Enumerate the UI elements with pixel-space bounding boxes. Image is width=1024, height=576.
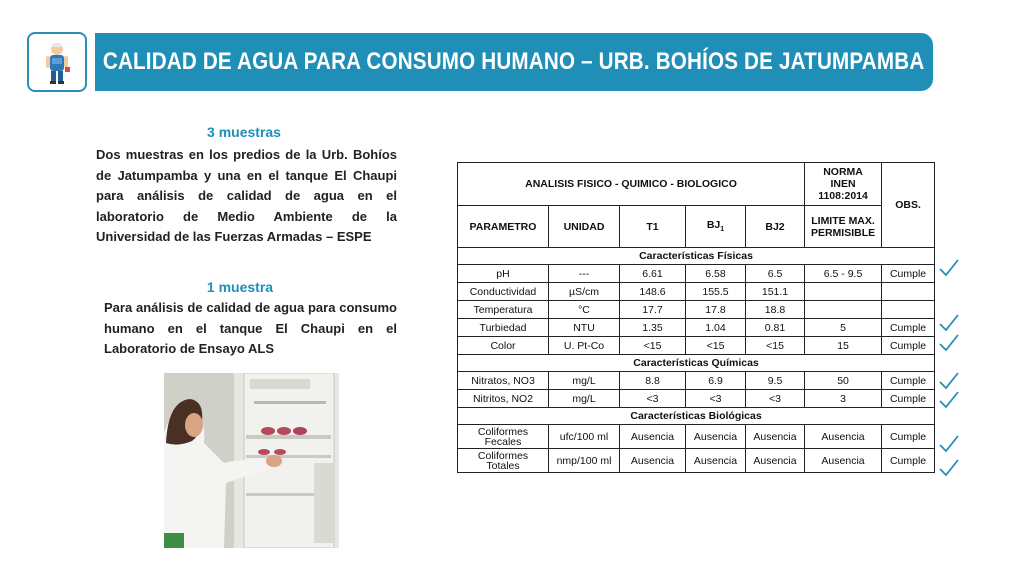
cell-bj2: 0.81 [746, 319, 805, 337]
cell-obs: Cumple [882, 319, 935, 337]
cell-unit: mg/L [549, 390, 620, 408]
paragraph-3-muestras: Dos muestras en los predios de la Urb. Bohíos de Jatumpamba y una en el tanque El Chaupi para análisis de calidad de agua en el laboratorio de Medio Ambiente de la Universidad de las Fuerzas Armadas – ESPE [96, 147, 397, 245]
norma-header [805, 163, 882, 206]
cell-param [458, 425, 549, 449]
cell-t1: 148.6 [620, 283, 686, 301]
cell-bj2: Ausencia [746, 449, 805, 473]
col-bj2: BJ2 [746, 206, 805, 248]
cell-unit: °C [549, 301, 620, 319]
cell-param-line-2: Totales [486, 459, 520, 472]
table-row [458, 337, 935, 355]
category-biologicas: Características Biológicas [458, 408, 935, 425]
table-row [458, 283, 935, 301]
cell-unit: mg/L [549, 372, 620, 390]
cell-t1: Ausencia [620, 425, 686, 449]
heading-1-muestra: 1 muestra [206, 279, 274, 295]
cell-bj1: 17.8 [686, 301, 746, 319]
cell-obs: Cumple [882, 425, 935, 449]
table-row [458, 319, 935, 337]
cell-unit: ufc/100 ml [549, 425, 620, 449]
cell-param: Conductividad [458, 283, 549, 301]
col-limite [805, 206, 882, 248]
cell-bj1: 1.04 [686, 319, 746, 337]
checkmark-icon [938, 258, 960, 278]
table-row [458, 372, 935, 390]
cell-param: Color [458, 337, 549, 355]
table-row [458, 301, 935, 319]
analysis-table [457, 162, 935, 473]
cell-param: Turbiedad [458, 319, 549, 337]
cell-bj2: 151.1 [746, 283, 805, 301]
cell-obs: Cumple [882, 449, 935, 473]
checkmark-icon [938, 333, 960, 353]
cell-obs: Cumple [882, 265, 935, 283]
norma-line-2: INEN [830, 178, 856, 190]
obs-header: OBS. [882, 163, 935, 248]
table-row [458, 449, 935, 473]
cell-limit: Ausencia [805, 425, 882, 449]
cell-t1: <15 [620, 337, 686, 355]
cell-bj1: <15 [686, 337, 746, 355]
norma-line-1: NORMA [823, 166, 863, 178]
cell-bj2: Ausencia [746, 425, 805, 449]
cell-bj1: Ausencia [686, 425, 746, 449]
cell-unit: NTU [549, 319, 620, 337]
lab-photo [164, 373, 339, 548]
checkmark-icon [938, 390, 960, 410]
cell-t1: 6.61 [620, 265, 686, 283]
cell-unit: U. Pt-Co [549, 337, 620, 355]
cell-obs: Cumple [882, 390, 935, 408]
table-row [458, 425, 935, 449]
cell-param: Nitritos, NO2 [458, 390, 549, 408]
cell-unit: --- [549, 265, 620, 283]
col-t1: T1 [620, 206, 686, 248]
logo-box [27, 32, 87, 92]
cell-obs [882, 283, 935, 301]
cell-param-line-2: Fecales [484, 435, 522, 448]
cell-limit: 50 [805, 372, 882, 390]
cell-bj2: <15 [746, 337, 805, 355]
worker-mascot-icon [29, 34, 85, 90]
title-bar [95, 33, 933, 91]
page-title: CALIDAD DE AGUA PARA CONSUMO HUMANO – URB. BOHÍOS DE JATUMPAMBA [103, 48, 925, 75]
analysis-table-container [457, 162, 934, 473]
checkmark-icon [938, 434, 960, 454]
cell-t1: 1.35 [620, 319, 686, 337]
cell-bj2: 18.8 [746, 301, 805, 319]
cell-limit [805, 301, 882, 319]
cell-t1: Ausencia [620, 449, 686, 473]
category-quimicas: Características Químicas [458, 355, 935, 372]
cell-unit: µS/cm [549, 283, 620, 301]
norma-line-3: 1108:2014 [818, 190, 868, 202]
cell-limit: Ausencia [805, 449, 882, 473]
cell-limit: 6.5 - 9.5 [805, 265, 882, 283]
cell-bj1: 155.5 [686, 283, 746, 301]
table-row [458, 265, 935, 283]
col-limite-line-1: LIMITE MAX. [811, 214, 875, 227]
cell-param-line-1: Coliformes [477, 449, 529, 462]
cell-param: Temperatura [458, 301, 549, 319]
cell-bj1: 6.58 [686, 265, 746, 283]
cell-param [458, 449, 549, 473]
cell-unit: nmp/100 ml [549, 449, 620, 473]
cell-limit: 5 [805, 319, 882, 337]
cell-bj2: 6.5 [746, 265, 805, 283]
paragraph-1-muestra: Para análisis de calidad de agua para consumo humano en el tanque El Chaupi en el Laboratorio de Ensayo ALS [104, 300, 397, 357]
table-row [458, 390, 935, 408]
cell-limit: 3 [805, 390, 882, 408]
col-bj1-sub: 1 [720, 226, 725, 234]
cell-obs [882, 301, 935, 319]
cell-param: Nitratos, NO3 [458, 372, 549, 390]
cell-bj1: Ausencia [686, 449, 746, 473]
col-bj1-base: BJ [706, 219, 721, 232]
cell-limit [805, 283, 882, 301]
cell-bj1: 6.9 [686, 372, 746, 390]
cell-t1: <3 [620, 390, 686, 408]
cell-limit: 15 [805, 337, 882, 355]
col-unidad: UNIDAD [549, 206, 620, 248]
cell-t1: 17.7 [620, 301, 686, 319]
cell-param: pH [458, 265, 549, 283]
col-parametro: PARAMETRO [458, 206, 549, 248]
cell-bj2: <3 [746, 390, 805, 408]
cell-obs: Cumple [882, 337, 935, 355]
cell-bj2: 9.5 [746, 372, 805, 390]
cell-obs: Cumple [882, 372, 935, 390]
col-bj1 [686, 206, 746, 248]
table-title: ANALISIS FISICO - QUIMICO - BIOLOGICO [458, 163, 805, 206]
cell-t1: 8.8 [620, 372, 686, 390]
cell-param-line-1: Coliformes [477, 425, 529, 438]
category-fisicas: Características Físicas [458, 248, 935, 265]
checkmark-icon [938, 458, 960, 478]
checkmark-icon [938, 313, 960, 333]
checkmark-icon [938, 371, 960, 391]
col-limite-line-2: PERMISIBLE [810, 226, 876, 239]
heading-3-muestras: 3 muestras [207, 124, 281, 140]
cell-bj1: <3 [686, 390, 746, 408]
